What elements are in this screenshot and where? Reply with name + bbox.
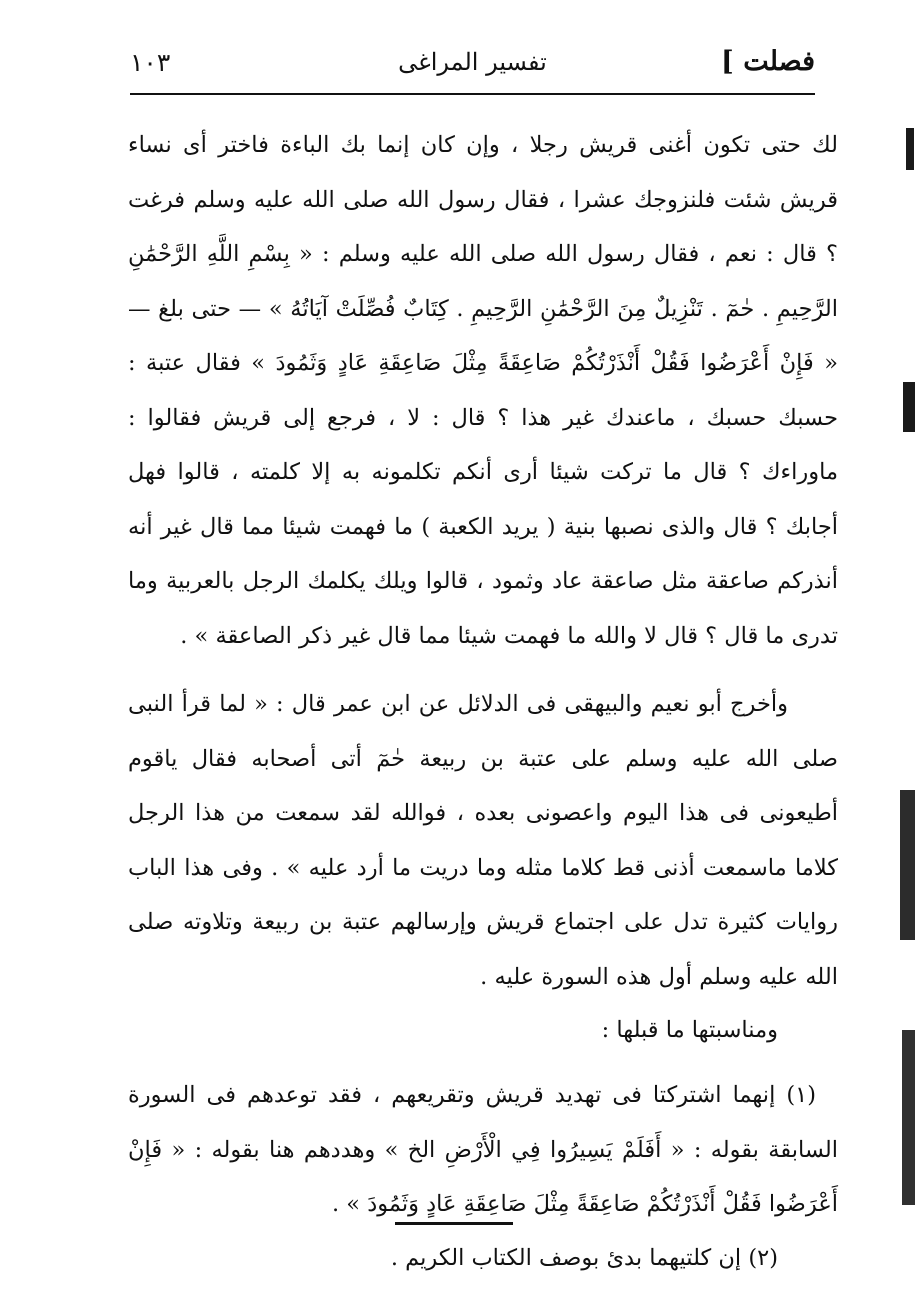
paragraph-connection-heading: ومناسبتها ما قبلها : <box>601 1017 778 1043</box>
paragraph-connection-point-1: (١) إنهما اشتركتا فى تهديد قريش وتقريعهم ، فقد توعدهم فى السورة السابقة بقوله : « أَفَلَمْ يَسِيرُوا فِي الْأَرْضِ الخ » وهددهم هنا بقوله : « فَإِنْ أَعْرَضُوا فَقُلْ أَنْذَرْتُكُمْ صَاعِقَةً مِثْلَ صَاعِقَةِ عَادٍ وَثَمُودَ » . <box>128 1082 838 1217</box>
scan-edge-mark-lower <box>900 790 915 940</box>
scan-edge-mark-bottom <box>902 1030 915 1205</box>
body-text <box>128 118 838 1284</box>
header-rule <box>130 93 815 95</box>
scan-edge-mark-top <box>906 128 914 170</box>
page-number: ١٠٣ <box>130 48 171 77</box>
book-title: تفسير المراغى <box>398 48 547 76</box>
paragraph-quraysh-offer: لك حتى تكون أغنى قريش رجلا ، وإن كان إنما بك الباءة فاختر أى نساء قريش شئت فلنزوجك عشرا ، فقال رسول الله صلى الله عليه وسلم فرغت ؟ قال : نعم ، فقال رسول الله صلى الله عليه وسلم : « بِسْمِ اللَّهِ الرَّحْمَٰنِ الرَّحِيمِ . حٰمٓ . تَنْزِيلٌ مِنَ الرَّحْمَٰنِ الرَّحِيمِ . كِتَابٌ فُصِّلَتْ آيَاتُهُ » — حتى بلغ — « فَإِنْ أَعْرَضُوا فَقُلْ أَنْذَرْتُكُمْ صَاعِقَةً مِثْلَ صَاعِقَةِ عَادٍ وَثَمُودَ » فقال عتبة : حسبك حسبك ، ماعندك غير هذا ؟ قال : لا ، فرجع إلى قريش فقالوا : ماوراءك ؟ قال ما تركت شيئا أرى أنكم تكلمونه به إلا كلمته ، قالوا فهل أجابك ؟ قال والذى نصبها بنية ( يريد الكعبة ) ما فهمت شيئا مما قال غير أنه أنذركم صاعقة مثل صاعقة عاد وثمود ، قالوا ويلك يكلمك الرجل بالعربية وما تدرى ما قال ؟ قال لا والله ما فهمت شيئا مما قال غير ذكر الصاعقة » . <box>128 132 838 649</box>
paragraph-connection-point-2: (٢) إن كلتيهما بدئ بوصف الكتاب الكريم . <box>390 1244 778 1271</box>
scan-edge-mark-middle <box>903 382 915 432</box>
paragraph-abu-nuaym-report: وأخرج أبو نعيم والبيهقى فى الدلائل عن ابن عمر قال : « لما قرأ النبى صلى الله عليه وسلم على عتبة بن ربيعة حٰمٓ أتى أصحابه فقال ياقوم أطيعونى فى هذا اليوم واعصونى بعده ، فوالله لقد سمعت من هذا الرجل كلاما ماسمعت أذنى قط كلاما مثله وما دريت ما أرد عليه » . وفى هذا الباب روايات كثيرة تدل على اجتماع قريش وإرسالهم عتبة بن ربيعة وتلاوته صلى الله عليه وسلم أول هذه السورة عليه . <box>128 691 838 990</box>
footer-rule <box>395 1222 513 1225</box>
surah-name: فصلت ] <box>721 46 815 77</box>
page-header <box>130 40 815 96</box>
